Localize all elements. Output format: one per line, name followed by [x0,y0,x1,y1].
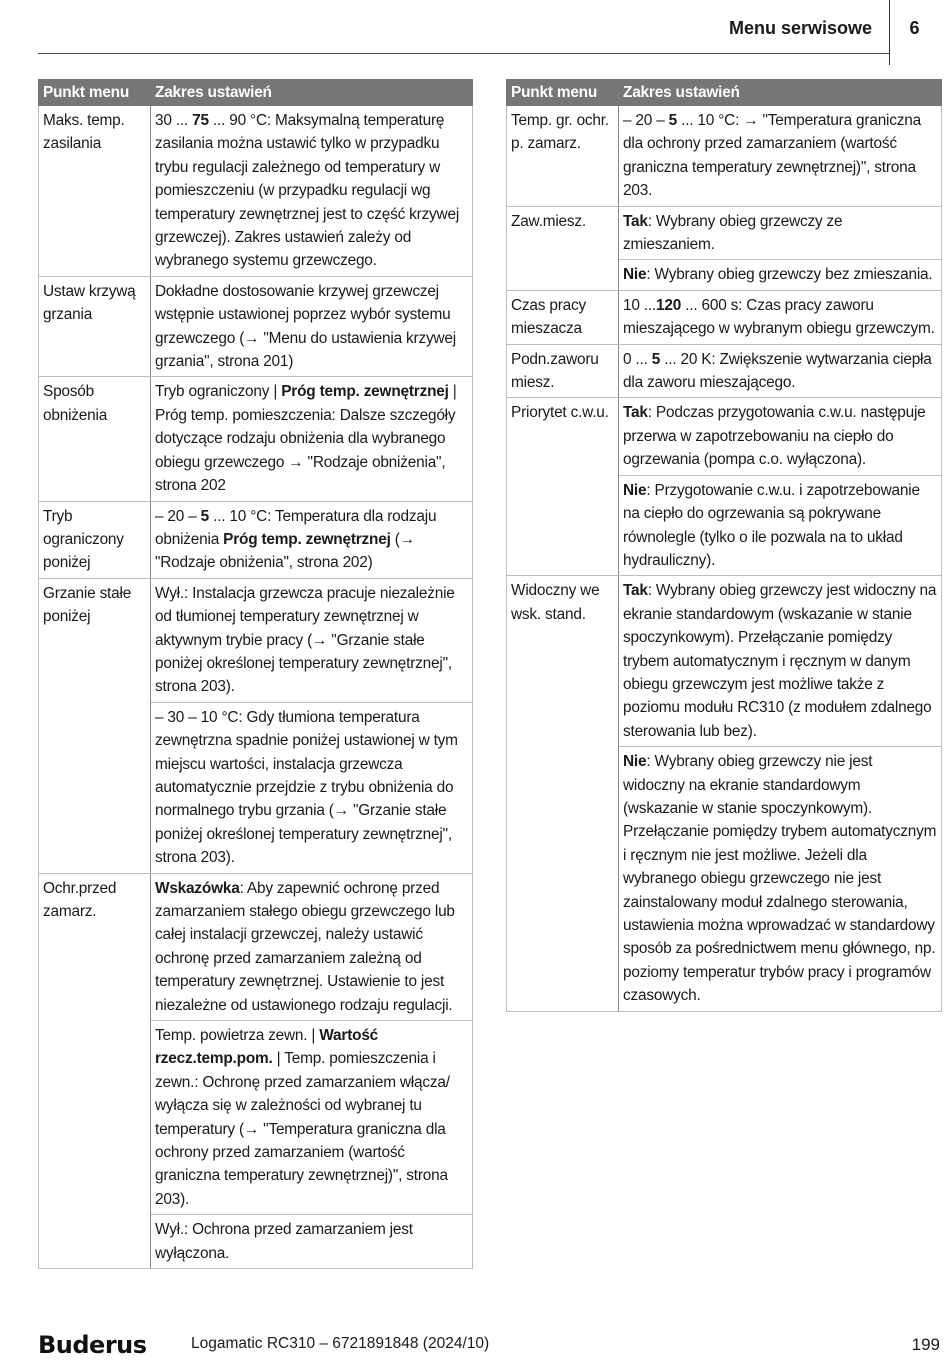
setting-range-description: Tryb ograniczony | Próg temp. zewnętrznej | Próg temp. pomieszczenia: Dalsze szczegóły dotyczące rodzaju obniżenia dla wybranego obiegu grzewczego → "Rodzaje obniżenia", strona 202 [151,377,473,501]
menu-item-name: Tryb ograniczony poniżej [39,501,151,578]
setting-range-description: – 20 – 5 ... 10 °C: Temperatura dla rodzaju obniżenia Próg temp. zewnętrznej (→ "Rodzaje obniżenia", strona 202) [151,501,473,578]
table-row [507,106,942,207]
menu-item-name: Zaw.miesz. [507,206,619,290]
settings-table-right [506,79,942,1012]
menu-item-name: Grzanie stałe poniżej [39,578,151,873]
menu-item-name: Czas pracy mieszacza [507,290,619,344]
table-row [39,106,473,277]
setting-range-description: Wskazówka: Aby zapewnić ochronę przed zamarzaniem stałego obiegu grzewczego lub całej instalacji grzewczej, należy ustawić ochronę przed zamarzaniem zależną od temperatury zewnętrznej. Ustawienie to jest niezależne od ustawionego rodzaju regulacji. [151,873,473,1020]
table-row [39,578,473,702]
column-header-item: Punkt menu [39,80,151,106]
table-row [507,290,942,344]
menu-item-name: Maks. temp. zasilania [39,106,151,277]
column-header-range: Zakres ustawień [151,80,473,106]
setting-range-description: 10 ...120 ... 600 s: Czas pracy zaworu mieszającego w wybranym obiegu grzewczym. [619,290,942,344]
setting-range-description: Wył.: Ochrona przed zamarzaniem jest wyłączona. [151,1215,473,1269]
table-row [39,873,473,1020]
setting-range-description: Nie: Wybrany obieg grzewczy nie jest widoczny na ekranie standardowym (wskazanie w stanie spoczynkowym). Przełączanie pomiędzy trybem automatycznym i ręcznym nie jest możliwe. Jeżeli dla wybranego obiegu grzewczego nie jest zainstalowany moduł zdalnego sterowania, ustawienia można wprowadzać w standardowy sposób za pośrednictwem menu głównego, np. poziomy temperatur trybów pracy i programów czasowych. [619,747,942,1011]
column-header-item: Punkt menu [507,80,619,106]
setting-range-description: – 20 – 5 ... 10 °C: → "Temperatura graniczna dla ochrony przed zamarzaniem (wartość graniczna temperatury zewnętrznej)", strona 203. [619,106,942,207]
setting-range-description: Tak: Wybrany obieg grzewczy ze zmieszaniem. [619,206,942,260]
page-number: 199 [911,1335,940,1354]
setting-range-description: Tak: Wybrany obieg grzewczy jest widoczny na ekranie standardowym (wskazanie w stanie spoczynkowym). Przełączanie pomiędzy trybem automatycznym i ręcznym w danym obiegu grzewczym jest możliwe także z poziomu modułu RC310 (z modułem zdalnego sterowania lub bez). [619,576,942,747]
table-row [39,377,473,501]
menu-item-name: Temp. gr. ochr. p. zamarz. [507,106,619,207]
setting-range-description: 30 ... 75 ... 90 °C: Maksymalną temperaturę zasilania można ustawić tylko w przypadku trybu regulacji zależnego od temperatury w pomieszczeniu (w przypadku regulacji wg temperatury zewnętrznej jest to część krzywej grzewczej). Zakres ustawień zależy od wybranego systemu grzewczego. [151,106,473,277]
menu-item-name: Priorytet c.w.u. [507,398,619,576]
setting-range-description: Dokładne dostosowanie krzywej grzewczej wstępnie ustawionej poprzez wybór systemu grzewczego (→ "Menu do ustawienia krzywej grzania", strona 201) [151,276,473,377]
menu-item-name: Ochr.przed zamarz. [39,873,151,1269]
setting-range-description: 0 ... 5 ... 20 K: Zwiększenie wytwarzania ciepła dla zaworu mieszającego. [619,344,942,398]
setting-range-description: – 30 – 10 °C: Gdy tłumiona temperatura zewnętrzna spadnie poniżej ustawionej w tym miejscu wartości, instalacja grzewcza automatycznie przejdzie z trybu obniżenia do normalnego trybu grzania (→ "Grzanie stałe poniżej określonej temperatury zewnętrznej", strona 203). [151,702,473,873]
column-header-range: Zakres ustawień [619,80,942,106]
setting-range-description: Temp. powietrza zewn. | Wartość rzecz.temp.pom. | Temp. pomieszczenia i zewn.: Ochronę przed zamarzaniem włącza/ wyłącza się w zależności od wybranej tu temperatury (→ "Temperatura graniczna dla ochrony przed zamarzaniem (wartość graniczna temperatury zewnętrznej)", strona 203). [151,1021,473,1215]
menu-item-name: Podn.zaworu miesz. [507,344,619,398]
menu-item-name: Widoczny we wsk. stand. [507,576,619,1011]
menu-item-name: Ustaw krzywą grzania [39,276,151,377]
setting-range-description: Nie: Przygotowanie c.w.u. i zapotrzebowanie na ciepło do ogrzewania są pokrywane równolegle (tylko o ile pozwala na to układ hydrauliczny). [619,475,942,576]
table-row [39,501,473,578]
table-row [507,344,942,398]
setting-range-description: Nie: Wybrany obieg grzewczy bez zmieszania. [619,260,942,290]
table-row [39,276,473,377]
setting-range-description: Tak: Podczas przygotowania c.w.u. następuje przerwa w zapotrzebowaniu na ciepło do ogrzewania (pompa c.o. wyłączona). [619,398,942,475]
menu-item-name: Sposób obniżenia [39,377,151,501]
setting-range-description: Wył.: Instalacja grzewcza pracuje niezależnie od tłumionej temperatury zewnętrznej w aktywnym trybie pracy (→ "Grzanie stałe poniżej określonej temperatury zewnętrznej", strona 203). [151,578,473,702]
header-rule [38,53,889,54]
settings-table-left [38,79,473,1269]
table-row [507,398,942,475]
table-row [507,206,942,260]
table-row [507,576,942,747]
chapter-number: 6 [889,0,939,65]
brand-logo: Buderus [38,1331,147,1359]
section-title: Menu serwisowe [728,18,872,38]
document-reference: Logamatic RC310 – 6721891848 (2024/10) [191,1335,490,1352]
